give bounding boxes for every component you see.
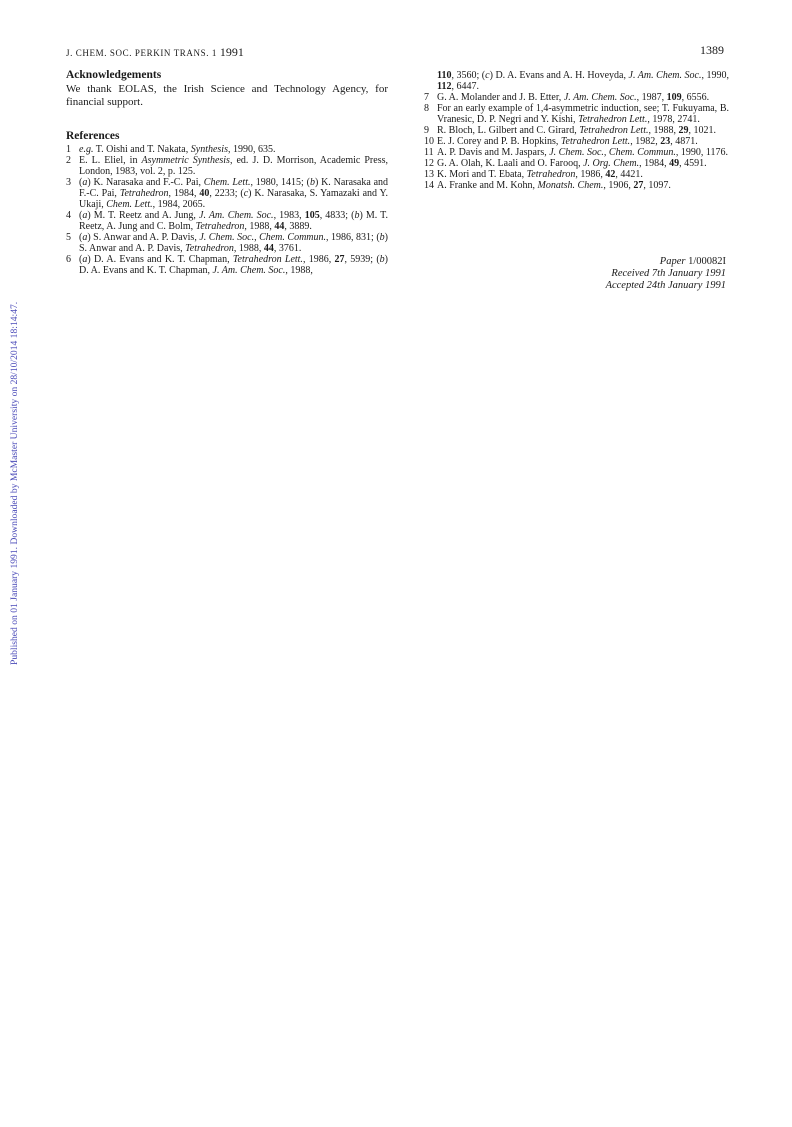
reference-number: 13 <box>424 169 434 180</box>
running-header <box>66 45 244 60</box>
reference-item <box>66 210 388 232</box>
reference-text: K. Mori and T. Ebata, Tetrahedron, 1986, 42, 4421. <box>437 169 643 180</box>
reference-item <box>424 136 729 147</box>
reference-number: 1 <box>66 144 71 155</box>
journal-name: J. CHEM. SOC. PERKIN TRANS. 1 <box>66 48 218 58</box>
references-heading: References <box>66 130 120 142</box>
reference-item <box>424 180 729 191</box>
reference-item <box>66 144 388 155</box>
received-line: Received 7th January 1991 <box>611 268 726 279</box>
reference-text: R. Bloch, L. Gilbert and C. Girard, Tetrahedron Lett., 1988, 29, 1021. <box>437 125 716 136</box>
journal-year: 1991 <box>219 45 244 59</box>
reference-text: (a) K. Narasaka and F.-C. Pai, Chem. Lett., 1980, 1415; (b) K. Narasaka and F.-C. Pai, Tetrahedron, 1984, 40, 2233; (c) K. Narasaka, S. Yamazaki and Y. Ukaji, Chem. Lett., 1984, 2065. <box>79 177 389 210</box>
reference-number: 14 <box>424 180 434 191</box>
acknowledgements-text: We thank EOLAS, the Irish Science and Technology Agency, for financial support. <box>66 83 388 108</box>
reference-number: 4 <box>66 210 71 221</box>
left-column <box>66 70 388 276</box>
reference-number: 9 <box>424 125 429 136</box>
reference-number: 10 <box>424 136 434 147</box>
reference-number: 11 <box>424 147 434 158</box>
reference-item <box>424 92 729 103</box>
reference-text: G. A. Olah, K. Laali and O. Farooq, J. Org. Chem., 1984, 49, 4591. <box>437 158 707 169</box>
reference-item <box>424 103 729 125</box>
right-column <box>424 70 729 191</box>
reference-item <box>66 232 388 254</box>
reference-number: 2 <box>66 155 71 166</box>
reference-item <box>424 147 729 158</box>
reference-text: A. Franke and M. Kohn, Monatsh. Chem., 1906, 27, 1097. <box>437 180 671 191</box>
paper-dates <box>560 256 726 292</box>
download-watermark-text: Published on 01 January 1991. Downloaded by McMaster University on 28/10/2014 18:14:47. <box>9 301 20 665</box>
reference-number: 7 <box>424 92 429 103</box>
reference-number: 8 <box>424 103 429 114</box>
reference-text: e.g. T. Oishi and T. Nakata, Synthesis, 1990, 635. <box>79 144 276 155</box>
reference-number: 6 <box>66 254 71 265</box>
reference-item <box>66 155 388 177</box>
reference-text: A. P. Davis and M. Jaspars, J. Chem. Soc., Chem. Commun., 1990, 1176. <box>437 147 729 158</box>
accepted-line: Accepted 24th January 1991 <box>605 280 726 291</box>
reference-number: 12 <box>424 158 434 169</box>
reference-text: G. A. Molander and J. B. Etter, J. Am. Chem. Soc., 1987, 109, 6556. <box>437 92 710 103</box>
reference-text: (a) D. A. Evans and K. T. Chapman, Tetrahedron Lett., 1986, 27, 5939; (b) D. A. Evans and K. T. Chapman, J. Am. Chem. Soc., 1988, <box>79 254 389 276</box>
reference-text: (a) S. Anwar and A. P. Davis, J. Chem. Soc., Chem. Commun., 1986, 831; (b) S. Anwar and A. P. Davis, Tetrahedron, 1988, 44, 3761. <box>79 232 389 254</box>
page-number: 1389 <box>700 43 724 57</box>
reference-text: E. L. Eliel, in Asymmetric Synthesis, ed. J. D. Morrison, Academic Press, London, 1983, vol. 2, p. 125. <box>79 155 388 177</box>
reference-item <box>66 254 388 276</box>
download-watermark <box>2 245 20 665</box>
reference-item <box>424 125 729 136</box>
reference-6-continuation: 110, 3560; (c) D. A. Evans and A. H. Hoveyda, J. Am. Chem. Soc., 1990, 112, 6447. <box>437 70 730 92</box>
reference-text: E. J. Corey and P. B. Hopkins, Tetrahedron Lett., 1982, 23, 4871. <box>437 136 698 147</box>
reference-item <box>66 177 388 210</box>
paper-id-line: Paper 1/00082I <box>659 256 726 267</box>
reference-list-right <box>424 92 729 191</box>
reference-item <box>424 158 729 169</box>
reference-number: 3 <box>66 177 71 188</box>
reference-item <box>424 169 729 180</box>
reference-list-left <box>66 144 388 276</box>
reference-text: For an early example of 1,4-asymmetric induction, see; T. Fukuyama, B. Vranesic, D. P. Negri and Y. Kishi, Tetrahedron Lett., 1978, 2741. <box>437 103 729 125</box>
reference-number: 5 <box>66 232 71 243</box>
acknowledgements-heading: Acknowledgements <box>66 69 162 81</box>
reference-text: (a) M. T. Reetz and A. Jung, J. Am. Chem. Soc., 1983, 105, 4833; (b) M. T. Reetz, A. Jung and C. Bolm, Tetrahedron, 1988, 44, 3889. <box>79 210 388 232</box>
